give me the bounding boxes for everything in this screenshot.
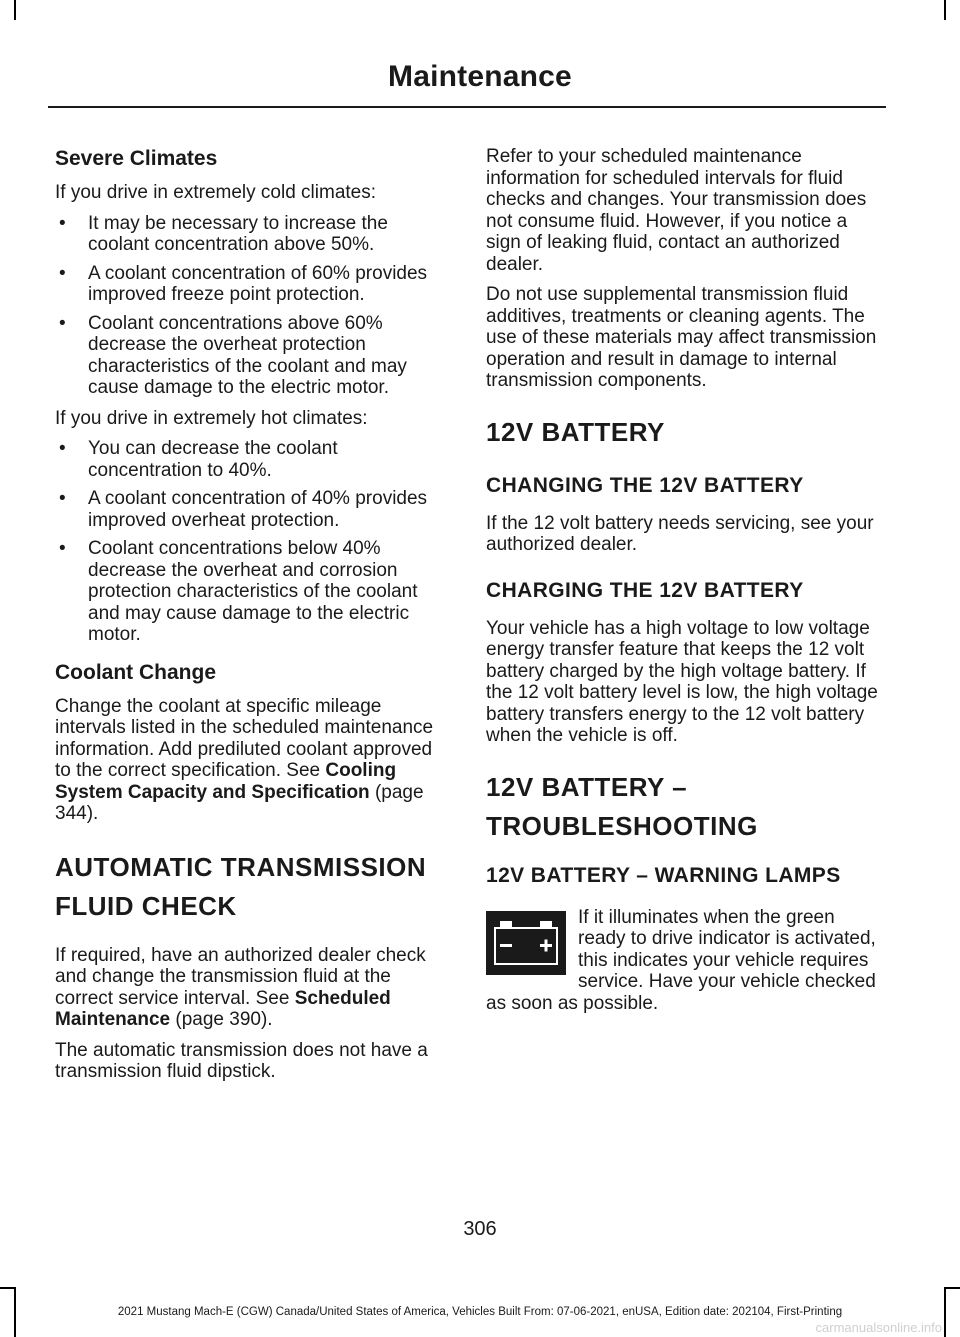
coolant-change-heading: Coolant Change	[55, 660, 216, 684]
crop-mark	[946, 1287, 960, 1289]
battery-heading: 12V BATTERY	[486, 416, 665, 447]
left-column	[55, 146, 449, 1092]
refer-paragraph: Refer to your scheduled maintenance information for scheduled intervals for fluid checks and changes. Your transmission does not consume fluid. However, if you notice a sign of leaking fluid, contact an authorized dealer.	[486, 146, 867, 275]
hot-bullet-list	[55, 438, 449, 646]
watermark: carmanualsonline.info	[815, 1320, 942, 1335]
coolant-change-paragraph	[55, 696, 449, 825]
atf-heading-line1: AUTOMATIC TRANSMISSION	[55, 851, 427, 882]
page-number: 306	[463, 1218, 497, 1240]
page-title: Maintenance	[388, 60, 572, 93]
cooling-system-link[interactable]: Cooling System Capacity and Specification	[55, 760, 397, 803]
hot-intro: If you drive in extremely hot climates:	[55, 407, 368, 429]
scheduled-maintenance-link[interactable]: Scheduled Maintenance	[55, 987, 391, 1030]
atf-text: If required, have an authorized dealer check and change the transmission fluid at the correct service interval. See	[55, 944, 426, 1009]
list-item: • A coolant concentration of 40% provides improved overheat protection.	[55, 488, 449, 531]
right-column	[486, 146, 881, 1023]
footer-text: 2021 Mustang Mach-E (CGW) Canada/United States of America, Vehicles Built From: 07-06-2021, enUSA, Edition date: 202104, First-Printing	[117, 1306, 843, 1318]
changing-battery-heading: CHANGING THE 12V BATTERY	[486, 473, 804, 497]
crop-mark	[0, 1287, 14, 1289]
troubleshooting-heading-line2: TROUBLESHOOTING	[486, 810, 758, 841]
charging-battery-heading: CHARGING THE 12V BATTERY	[486, 578, 804, 602]
troubleshooting-heading-line1: 12V BATTERY –	[486, 771, 688, 802]
severe-climates-heading: Severe Climates	[55, 147, 218, 170]
coolant-change-page-ref: (page 344).	[55, 781, 424, 824]
atf-page-ref: (page 390).	[170, 1009, 273, 1030]
list-item: • You can decrease the coolant concentration to 40%.	[55, 438, 449, 481]
list-item: • It may be necessary to increase the coolant concentration above 50%.	[55, 213, 449, 256]
charging-battery-paragraph: Your vehicle has a high voltage to low voltage energy transfer feature that keeps the 12 volt battery charged by the high voltage battery. If the 12 volt battery level is low, the high voltage battery transfers energy to the 12 volt battery when the vehicle is off.	[486, 617, 878, 746]
list-item: • Coolant concentrations below 40% decrease the overheat and corrosion protection characteristics of the coolant and may cause damage to the electric motor.	[55, 538, 449, 646]
troubleshooting-heading	[486, 773, 881, 841]
supplemental-paragraph: Do not use supplemental transmission fluid additives, treatments or cleaning agents. The use of these materials may affect transmission operation and result in damage to internal transmission components.	[486, 284, 877, 391]
cold-bullet-list	[55, 213, 449, 399]
cold-intro: If you drive in extremely cold climates:	[55, 182, 377, 203]
list-item: • Coolant concentrations above 60% decrease the overheat protection characteristics of the coolant and may cause damage to the electric motor.	[55, 313, 449, 399]
crop-mark	[14, 0, 16, 20]
list-item: • A coolant concentration of 60% provides improved freeze point protection.	[55, 263, 449, 306]
atf-heading	[55, 853, 449, 921]
atf-heading-line2: FLUID CHECK	[55, 890, 237, 921]
warning-lamps-block	[486, 907, 881, 1015]
warning-lamps-heading: 12V BATTERY – WARNING LAMPS	[486, 863, 841, 887]
coolant-change-text: Change the coolant at specific mileage intervals listed in the scheduled maintenance information. Add prediluted coolant approved to the correct specification. See	[55, 695, 434, 781]
crop-mark	[944, 0, 946, 20]
atf-dipstick-paragraph: The automatic transmission does not have a transmission fluid dipstick.	[55, 1039, 428, 1082]
battery-warning-icon	[486, 911, 566, 975]
atf-paragraph	[55, 945, 449, 1031]
changing-battery-paragraph: If the 12 volt battery needs servicing, see your authorized dealer.	[486, 512, 874, 555]
header-divider	[48, 106, 886, 108]
warning-lamps-paragraph: If it illuminates when the green ready to drive indicator is activated, this indicates your vehicle requires service. Have your vehicle checked as soon as possible.	[486, 906, 876, 1014]
